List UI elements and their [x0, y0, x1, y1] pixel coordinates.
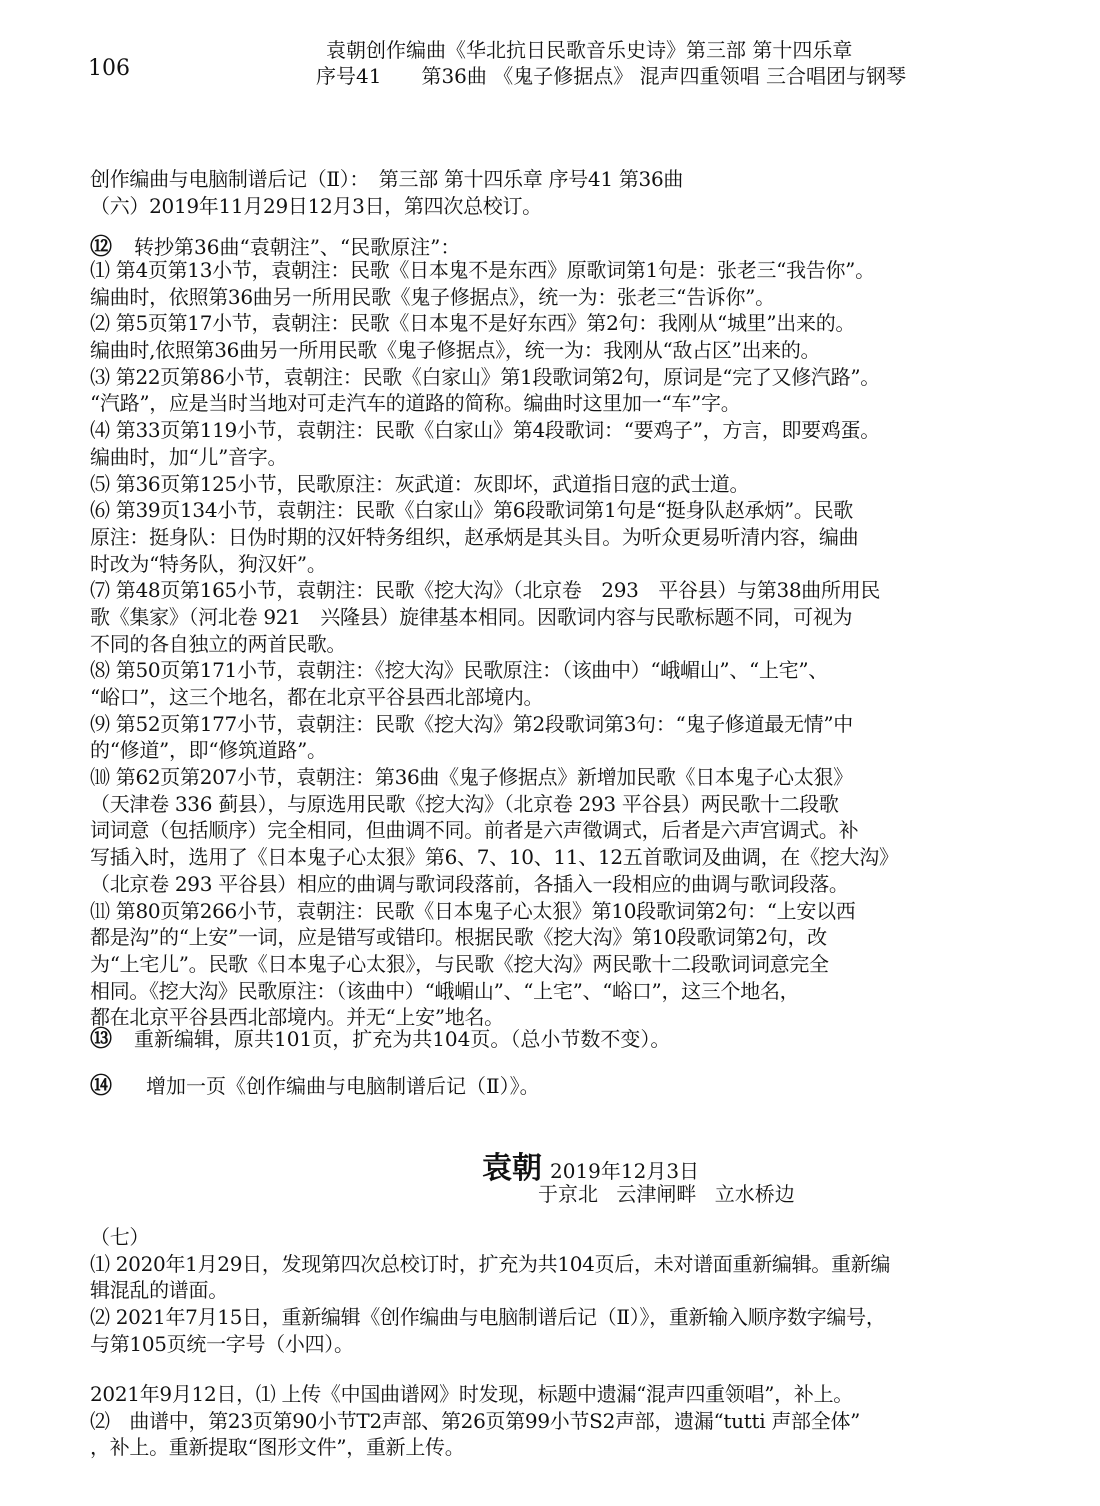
note-line: ⑴ 第4页第13小节，袁朝注：民歌《日本鬼不是东西》原歌词第1句是：张老三“我告你”。 [90, 258, 875, 282]
section-7 [90, 1224, 890, 1357]
notes-2021 [90, 1381, 860, 1461]
note-line: ⑸ 第36页第125小节，民歌原注：灰武道：灰即坏，武道指日寇的武士道。 [90, 471, 750, 496]
note-line: （天津卷 336 蓟县），与原选用民歌《挖大沟》（北京卷 293 平谷县）两民歌十二段歌 [90, 791, 839, 816]
block-13-text: 重新编辑，原共101页，扩充为共104页。（总小节数不变）。 [134, 1027, 671, 1051]
note-line: 的“修道”，即“修筑道路”。 [90, 738, 327, 763]
signature-date: 2019年12月3日 [550, 1159, 700, 1183]
section-7-line: 辑混乱的谱面。 [90, 1278, 228, 1303]
section-subtitle-line: （六）2019年11月29日12月3日，第四次总校订。 [90, 193, 542, 218]
note-line: 不同的各自独立的两首民歌。 [90, 631, 347, 656]
note-line: 原注：挺身队：日伪时期的汉奸特务组织，赵承炳是其头目。为听众更易听清内容，编曲 [90, 524, 859, 549]
running-header-subtitle: 序号41 第36曲 《鬼子修据点》 混声四重领唱 三合唱团与钢琴 [316, 64, 906, 88]
note-line: 编曲时,依照第36曲另一所用民歌《鬼子修据点》，统一为：我刚从“敌占区”出来的。 [90, 338, 821, 363]
note-2021-line: ，补上。重新提取“图形文件”，重新上传。 [90, 1435, 465, 1460]
note-line: ⑷ 第33页第119小节，袁朝注：民歌《白家山》第4段歌词：“要鸡子”，方言，即要鸡蛋。 [90, 418, 880, 443]
signature-place: 于京北 云津闸畔 立水桥边 [538, 1182, 795, 1206]
note-line: 都是沟”的“上安”一词，应是错写或错印。根据民歌《挖大沟》第10段歌词第2句，改 [90, 925, 827, 950]
note-line: ⑶ 第22页第86小节，袁朝注：民歌《白家山》第1段歌词第2句，原词是“完了又修汽路”。 [90, 364, 880, 389]
running-header-title: 袁朝创作编曲《华北抗日民歌音乐史诗》第三部 第十四乐章 [326, 38, 853, 62]
circled-number-13: ⑬ [90, 1026, 113, 1052]
note-line: 词词意（包括顺序）完全相同，但曲调不同。前者是六声徵调式，后者是六声宫调式。补 [90, 818, 859, 843]
page-number: 106 [88, 56, 130, 81]
section-7-line: 与第105页统一字号（小四）。 [90, 1331, 354, 1356]
note-line: 编曲时，加“儿”音字。 [90, 444, 288, 469]
section-title [90, 166, 683, 219]
note-line: ⑾ 第80页第266小节，袁朝注：民歌《日本鬼子心太狠》第10段歌词第2句：“上安以西 [90, 898, 856, 923]
section-7-line: ⑴ 2020年1月29日，发现第四次总校订时，扩充为共104页后，未对谱面重新编辑。重新编 [90, 1251, 891, 1276]
note-line: ⑺ 第48页第165小节，袁朝注：民歌《挖大沟》（北京卷 293 平谷县）与第38曲所用民 [90, 578, 881, 603]
note-line: ⑹ 第39页134小节，袁朝注：民歌《白家山》第6段歌词第1句是“挺身队赵承炳”。民歌 [90, 498, 853, 523]
block-12-heading-text: 转抄第36曲“袁朝注”、“民歌原注”： [134, 235, 461, 259]
note-line: “峪口”，这三个地名，都在北京平谷县西北部境内。 [90, 685, 544, 709]
circled-number-12: ⑫ [90, 234, 113, 260]
note-line: 写插入时，选用了《日本鬼子心太狠》第6、7、10、11、12五首歌词及曲调，在《挖大沟》 [90, 845, 899, 870]
section-7-line: （七） [90, 1225, 150, 1249]
note-line: 相同。《挖大沟》民歌原注：（该曲中）“峨嵋山”、“上宅”、“峪口”，这三个地名， [90, 978, 800, 1003]
note-line: 歌《集家》（河北卷 921 兴隆县）旋律基本相同。因歌词内容与民歌标题不同，可视为 [90, 604, 853, 629]
block-14-text: 增加一页《创作编曲与电脑制谱后记（Ⅱ）》。 [146, 1074, 540, 1098]
section-7-line: ⑵ 2021年7月15日，重新编辑《创作编曲与电脑制谱后记（Ⅱ）》，重新输入顺序数字编号， [90, 1305, 886, 1330]
section-title-line: 创作编曲与电脑制谱后记（Ⅱ）： 第三部 第十四乐章 序号41 第36曲 [90, 167, 684, 191]
note-line: ⑻ 第50页第171小节，袁朝注：《挖大沟》民歌原注：（该曲中）“峨嵋山”、“上宅”、 [90, 658, 828, 683]
note-line: 都在北京平谷县西北部境内。并无“上安”地名。 [90, 1005, 504, 1030]
signature-name: 袁朝 [482, 1151, 542, 1186]
block-13 [90, 1022, 670, 1053]
note-line: 为“上宅儿”。民歌《日本鬼子心太狠》，与民歌《挖大沟》两民歌十二段歌词词意完全 [90, 951, 829, 976]
note-line: 时改为“特务队，狗汉奸”。 [90, 551, 327, 576]
note-2021-line: 2021年9月12日，⑴ 上传《中国曲谱网》时发现，标题中遗漏“混声四重领唱”，补上。 [90, 1382, 853, 1406]
note-line: “汽路”，应是当时当地对可走汽车的道路的简称。编曲时这里加一“车”字。 [90, 391, 741, 416]
note-line: 编曲时，依照第36曲另一所用民歌《鬼子修据点》，统一为：张老三“告诉你”。 [90, 284, 775, 309]
note-line: （北京卷 293 平谷县）相应的曲调与歌词段落前，各插入一段相应的曲调与歌词段落。 [90, 871, 849, 896]
note-2021-line: ⑵ 曲谱中，第23页第90小节T2声部、第26页第99小节S2声部，遗漏“tutti 声部全体” [90, 1408, 861, 1433]
note-line: ⑽ 第62页第207小节，袁朝注：第36曲《鬼子修据点》新增加民歌《日本鬼子心太狠》 [90, 765, 853, 790]
block-14 [90, 1069, 540, 1100]
note-line: ⑼ 第52页第177小节，袁朝注：民歌《挖大沟》第2段歌词第3句：“鬼子修道最无情”中 [90, 711, 853, 736]
block-12-notes [90, 257, 899, 1031]
note-line: ⑵ 第5页第17小节，袁朝注：民歌《日本鬼不是好东西》第2句：我刚从“城里”出来的。 [90, 311, 856, 336]
circled-number-14: ⑭ [90, 1073, 113, 1099]
